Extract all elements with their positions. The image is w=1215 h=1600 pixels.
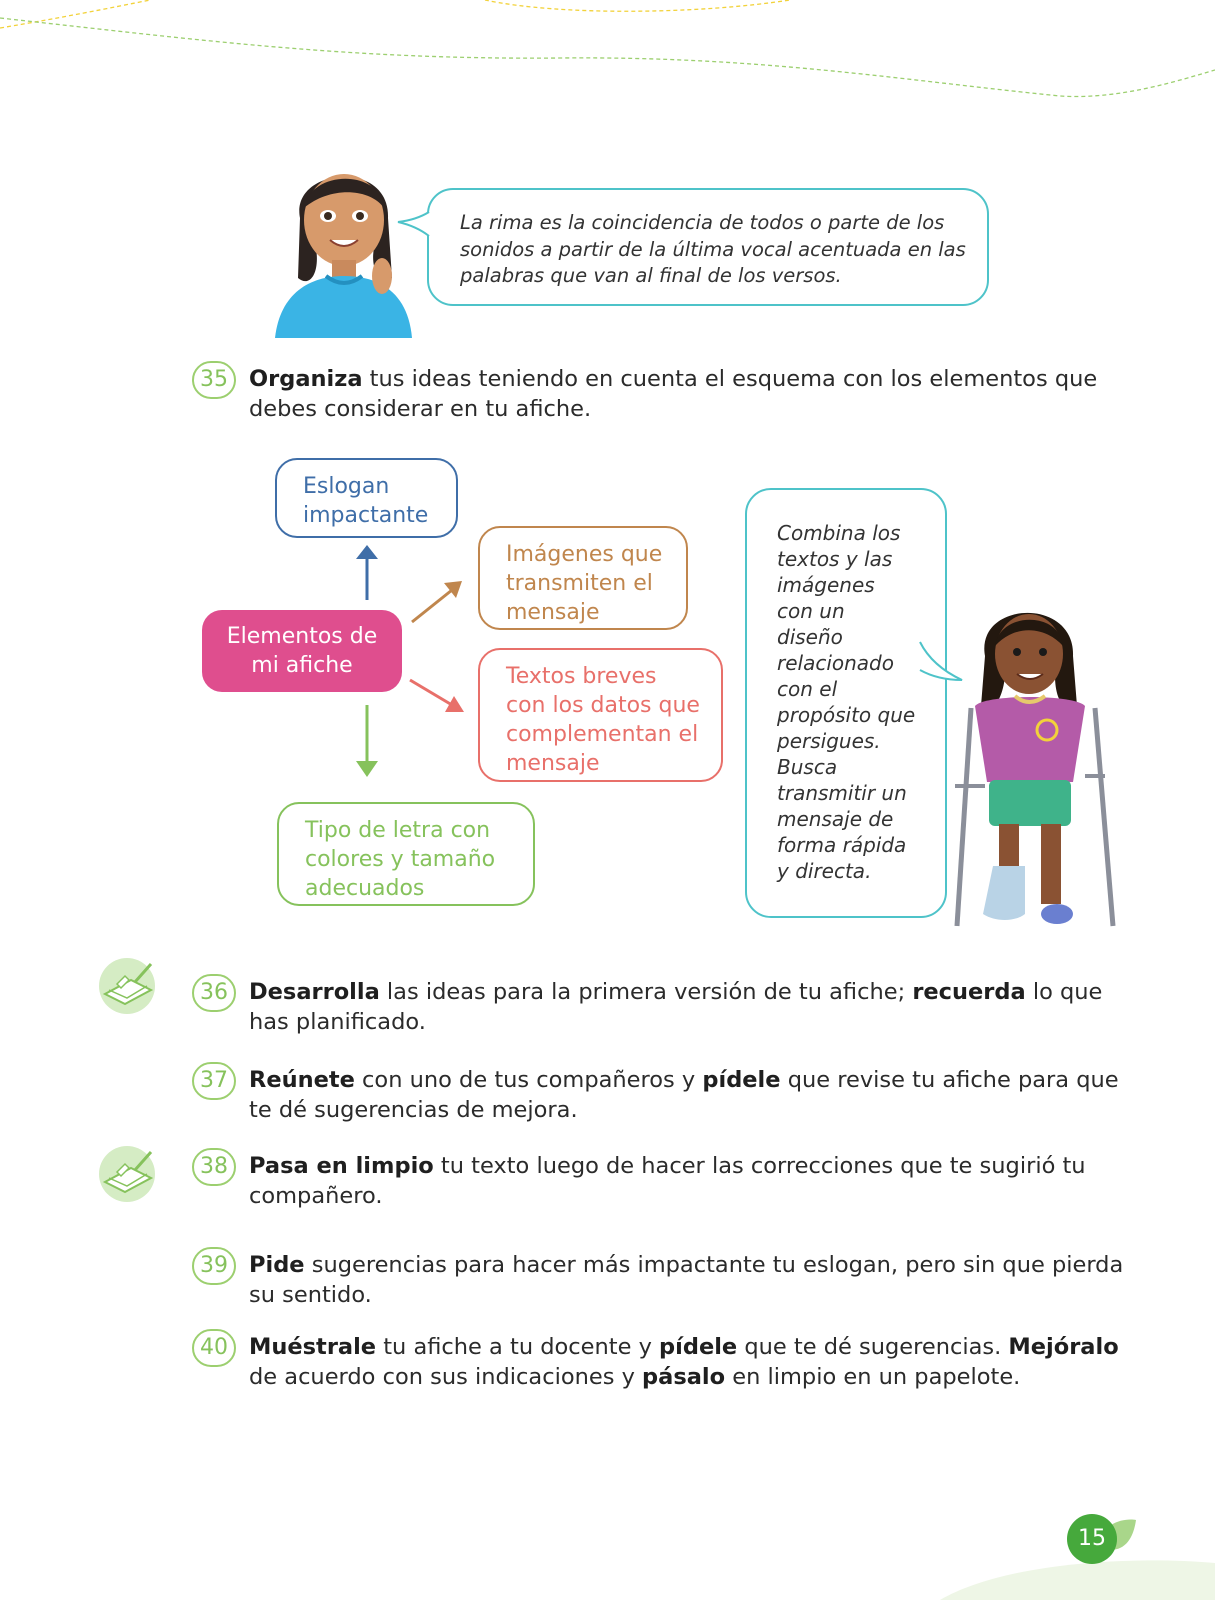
task-text-part: tus ideas teniendo en cuenta el esquema con los elementos que debes considerar en tu afiche.: [249, 366, 1098, 422]
diagram-arrows: [350, 545, 480, 785]
rhyme-definition-text: La rima es la coincidencia de todos o parte de los sonidos a partir de la última vocal acentuada en las palabras que van al final de los versos.: [460, 211, 966, 287]
imagenes-box: [478, 526, 688, 630]
task-37-text: [249, 1066, 1129, 1125]
bubble-tail: [396, 210, 432, 240]
imagenes-line-1: Imágenes que: [506, 542, 663, 567]
task-text-part: sugerencias para hacer más impactante tu eslogan, pero sin que pierda su sentido.: [249, 1252, 1124, 1308]
task-text-part: tu afiche a tu docente y: [376, 1334, 660, 1360]
task-bold-verb: Muéstrale: [249, 1334, 377, 1360]
eslogan-line-1: Eslogan: [303, 474, 390, 499]
writing-activity-icon-2: [95, 1144, 160, 1204]
design-tip-line: imágenes: [777, 573, 875, 597]
arrow-up-right-brown-icon: [412, 581, 462, 622]
arrow-down-right-salmon-icon: [410, 680, 464, 712]
design-tip-line: diseño: [777, 625, 843, 649]
task-text-part: en limpio en un papelote.: [725, 1363, 1021, 1390]
design-tip-line: mensaje de: [777, 807, 894, 831]
task-number-36: 36: [192, 974, 236, 1012]
task-bold-verb: Reúnete: [249, 1067, 355, 1093]
imagenes-line-3: mensaje: [506, 600, 600, 625]
task-bold-verb: Desarrolla: [249, 979, 380, 1005]
task-text-part: con uno de tus compañeros y: [354, 1067, 703, 1093]
design-tip-line: transmitir un: [777, 781, 907, 805]
task-36-text: [249, 978, 1129, 1037]
task-39-text: [249, 1251, 1129, 1310]
task-bold-verb: pídele: [659, 1334, 738, 1360]
textos-line-2: con los datos que: [506, 693, 700, 718]
design-tip-line: y directa.: [777, 859, 872, 883]
decorative-top-lines: [0, 0, 1215, 110]
task-text-part: tu texto luego de hacer las correcciones que te sugirió tu compañero.: [249, 1153, 1086, 1209]
task-bold-verb: Mejóralo: [1008, 1334, 1119, 1360]
task-35-text: [249, 365, 1129, 424]
design-tip-line: Combina los: [777, 521, 901, 545]
design-tip-bubble: [745, 488, 947, 918]
textos-line-4: mensaje: [506, 751, 600, 776]
girl-with-crutches-illustration: [945, 596, 1130, 946]
textos-box: [478, 648, 723, 782]
task-text-part: que revise tu afiche para que te dé sugerencias de mejora.: [249, 1067, 1119, 1123]
task-number-37: 37: [192, 1062, 236, 1100]
center-line-1: Elementos de: [226, 624, 378, 649]
eslogan-box: [275, 458, 458, 538]
girl-thinking-illustration: [270, 148, 420, 338]
task-bold-verb: Pide: [249, 1252, 305, 1278]
center-line-2: mi afiche: [251, 653, 353, 678]
task-bold-verb: pídele: [702, 1067, 781, 1093]
design-tip-line: persigues.: [777, 729, 881, 753]
design-tip-line: textos y las: [777, 547, 893, 571]
task-bold-verb: recuerda: [912, 979, 1026, 1005]
design-tip-line: Busca: [777, 755, 838, 779]
task-38-text: [249, 1152, 1129, 1211]
task-bold-verb: Pasa en limpio: [249, 1153, 434, 1179]
task-bold-verb: pásalo: [642, 1363, 726, 1390]
eslogan-line-2: impactante: [303, 503, 429, 528]
task-bold-verb: Organiza: [249, 366, 363, 392]
bottom-corner-decoration: [940, 1555, 1215, 1600]
task-number-40: 40: [192, 1329, 236, 1367]
design-tip-line: con un: [777, 599, 845, 623]
design-tip-line: propósito que: [777, 703, 916, 727]
writing-activity-icon: [95, 956, 160, 1016]
imagenes-line-2: transmiten el: [506, 571, 653, 596]
task-40-text: [249, 1333, 1129, 1392]
design-tip-line: forma rápida: [777, 833, 907, 857]
tipo-letra-box: [277, 802, 535, 906]
task-text-part: de acuerdo con sus indicaciones y: [249, 1363, 643, 1390]
tipo-line-1: Tipo de letra con: [305, 818, 491, 843]
design-tip-text: [777, 520, 947, 884]
task-text-part: lo que has planificado.: [249, 979, 1103, 1035]
textos-line-3: complementan el: [506, 722, 699, 747]
rhyme-definition-bubble: [427, 188, 989, 306]
task-text-part: que te dé sugerencias.: [737, 1334, 1009, 1360]
design-tip-line: relacionado: [777, 651, 894, 675]
tipo-line-3: adecuados: [305, 876, 425, 901]
design-tip-line: con el: [777, 677, 838, 701]
task-number-38: 38: [192, 1148, 236, 1186]
task-text-part: las ideas para la primera versión de tu afiche;: [379, 979, 913, 1005]
task-number-39: 39: [192, 1247, 236, 1285]
arrow-up-blue-icon: [356, 545, 378, 600]
task-number-35: 35: [192, 361, 236, 399]
arrow-down-green-icon: [356, 705, 378, 777]
tipo-line-2: colores y tamaño: [305, 847, 496, 872]
page-number: 15: [1067, 1514, 1117, 1564]
textos-line-1: Textos breves: [506, 664, 657, 689]
